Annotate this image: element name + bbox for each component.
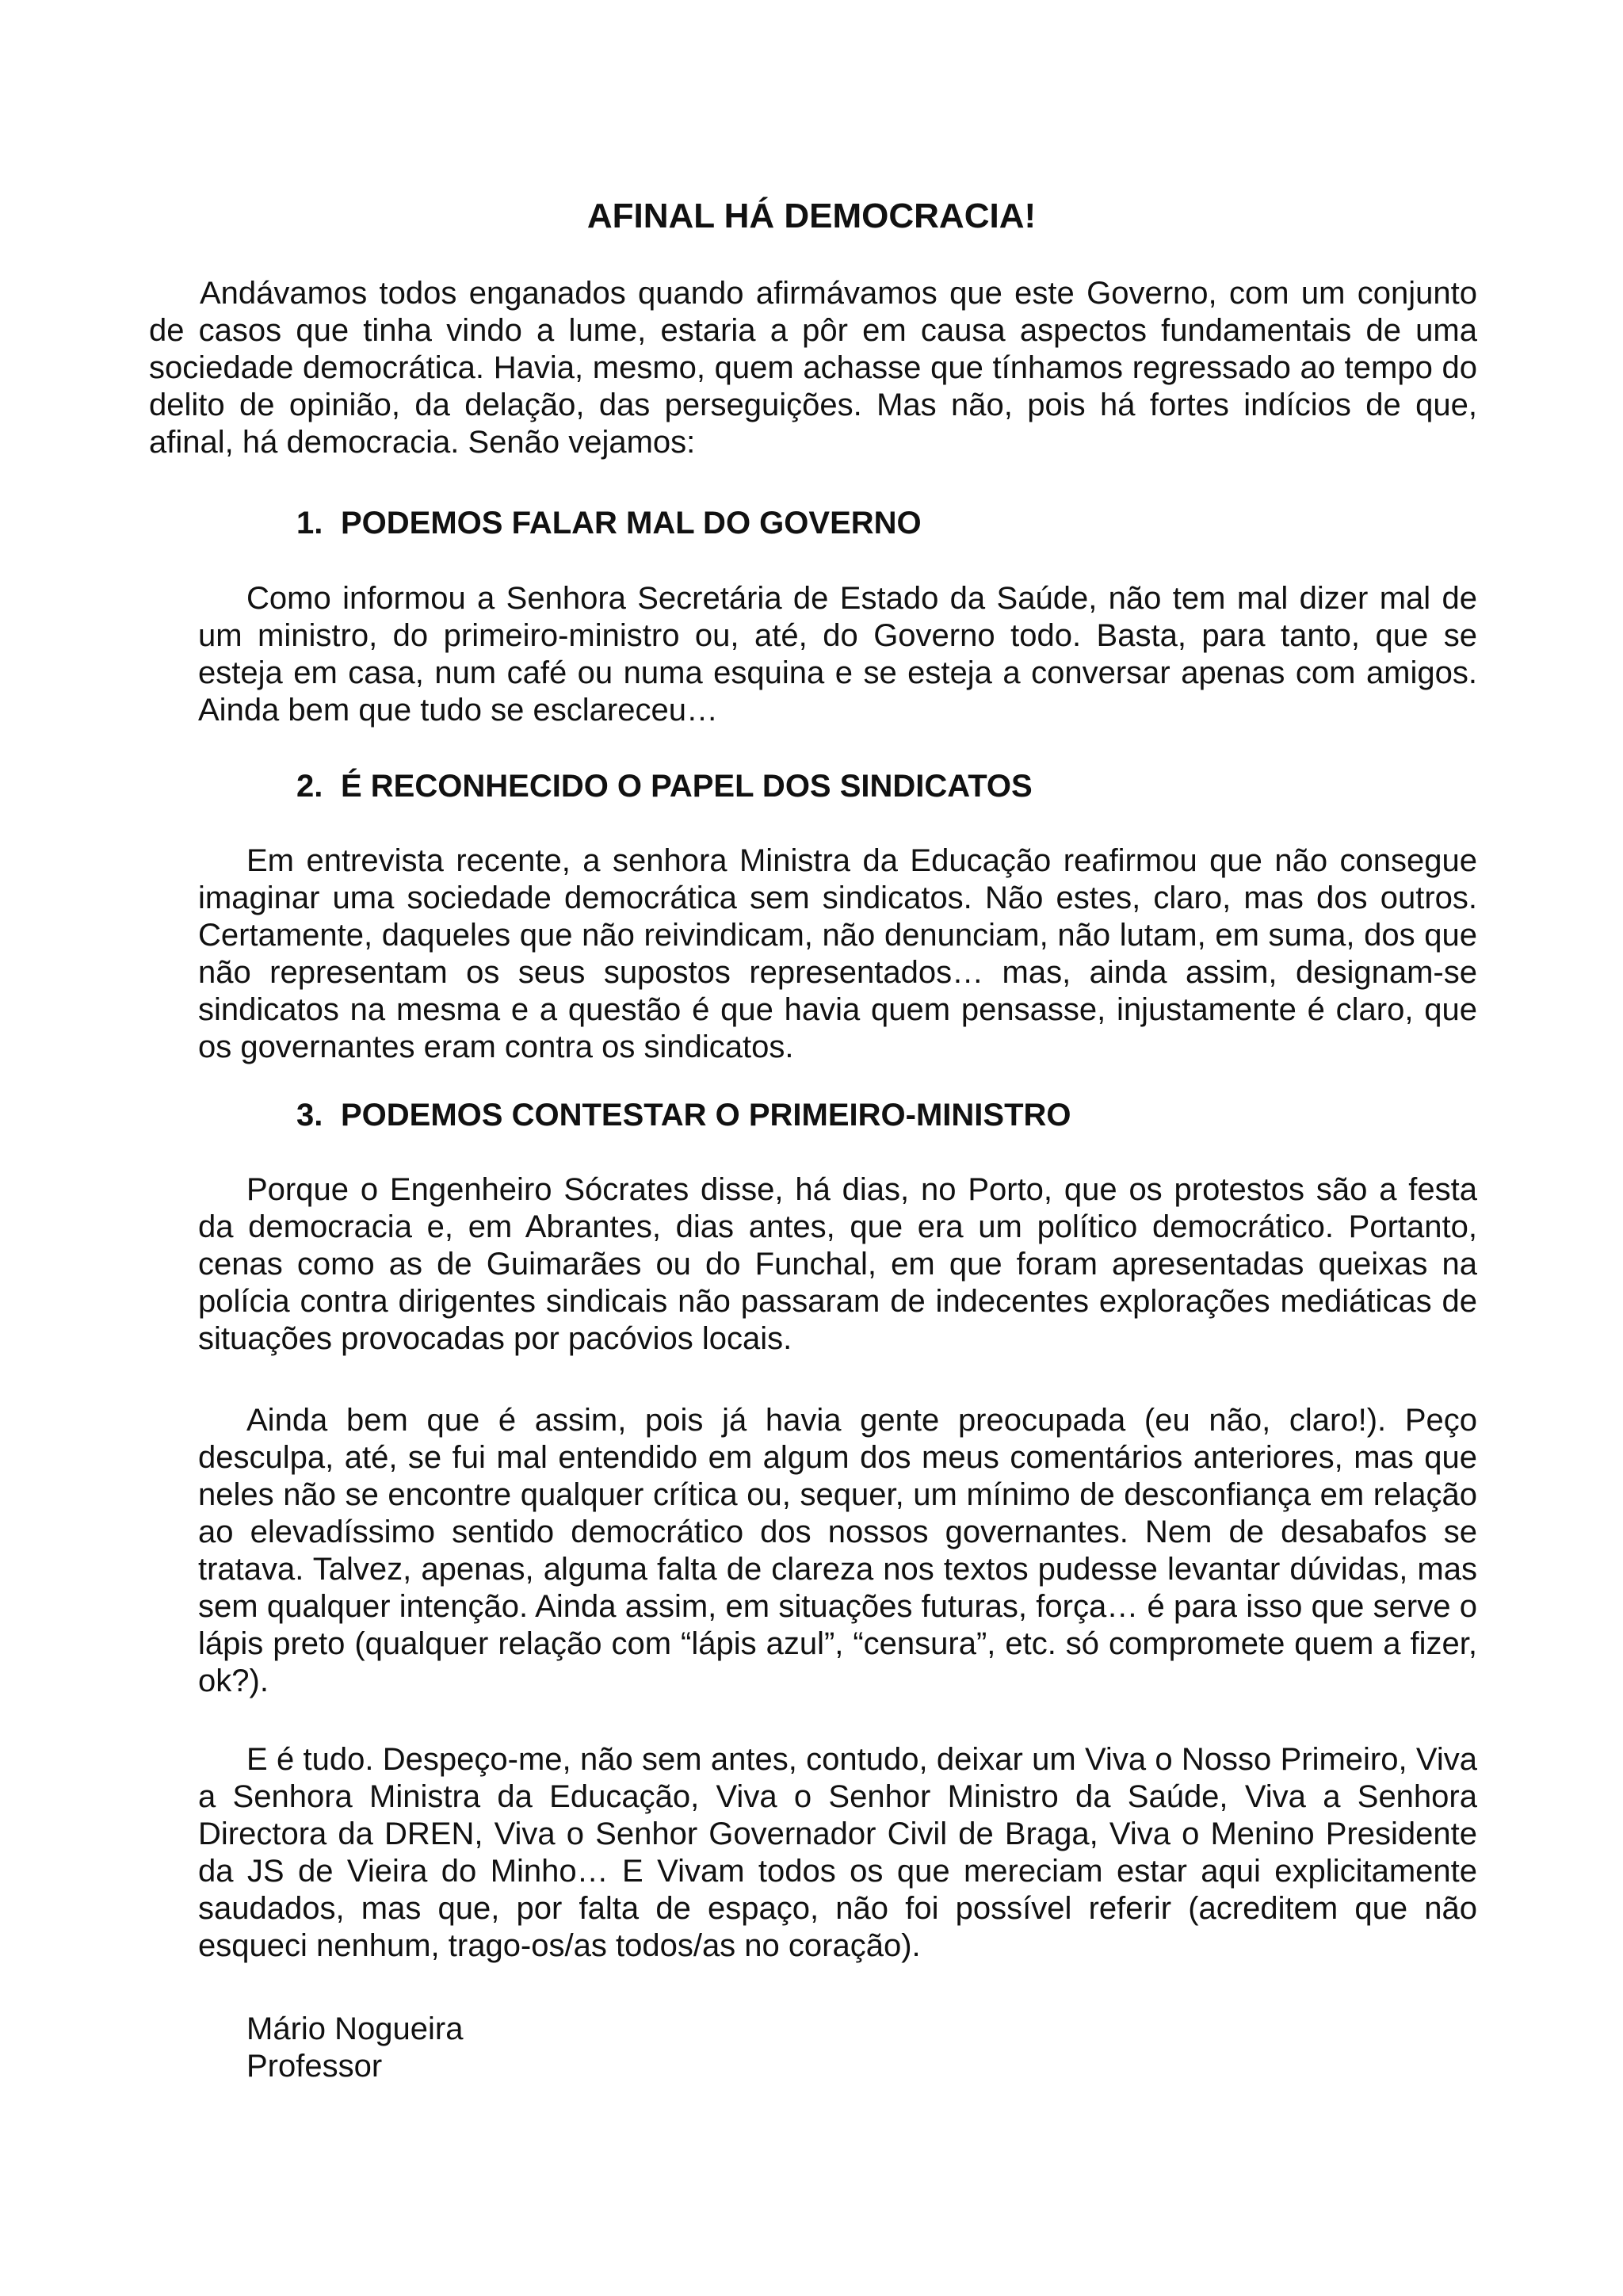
section-1-paragraph: Como informou a Senhora Secretária de Estado da Saúde, não tem mal dizer mal de um ministro, do primeiro-ministro ou, até, do Governo todo. Basta, para tanto, que se esteja em casa, num café ou numa esquina e se esteja a conversar apenas com amigos. Ainda bem que tudo se esclareceu…	[198, 581, 1477, 728]
section-heading-text: PODEMOS FALAR MAL DO GOVERNO	[341, 506, 922, 541]
intro-paragraph: Andávamos todos enganados quando afirmávamos que este Governo, com um conjunto de casos que tinha vindo a lume, estaria a pôr em causa aspectos fundamentais de uma sociedade democrática. Havia, mesmo, quem achasse que tínhamos regressado ao tempo do delito de opinião, da delação, das perseguições. Mas não, pois há fortes indícios de que, afinal, há democracia. Senão vejamos:	[149, 276, 1477, 460]
author-role: Professor	[246, 2049, 383, 2084]
section-number: 1.	[296, 506, 323, 541]
section-3-paragraph-2: Ainda bem que é assim, pois já havia gente preocupada (eu não, claro!). Peço desculpa, até, se fui mal entendido em algum dos meus comentários anteriores, mas que neles não se encontre qualquer crítica ou, sequer, um mínimo de desconfiança em relação ao elevadíssimo sentido democrático dos nossos governantes. Nem de desabafos se tratava. Talvez, apenas, alguma falta de clareza nos textos pudesse levantar dúvidas, mas sem qualquer intenção. Ainda assim, em situações futuras, força… é para isso que serve o lápis preto (qualquer relação com “lápis azul”, “censura”, etc. só compromete quem a fizer, ok?).	[198, 1403, 1477, 1698]
section-3-paragraph-3: E é tudo. Despeço-me, não sem antes, contudo, deixar um Viva o Nosso Primeiro, Viva a Senhora Ministra da Educação, Viva o Senhor Ministro da Saúde, Viva a Senhora Directora da DREN, Viva o Senhor Governador Civil de Braga, Viva o Menino Presidente da JS de Vieira do Minho… E Vivam todos os que mereciam estar aqui explicitamente saudados, mas que, por falta de espaço, não foi possível referir (acreditem que não esqueci nenhum, trago-os/as todos/as no coração).	[198, 1742, 1477, 1963]
section-2-paragraph: Em entrevista recente, a senhora Ministra da Educação reafirmou que não consegue imaginar uma sociedade democrática sem sindicatos. Não estes, claro, mas dos outros. Certamente, daqueles que não reivindicam, não denunciam, não lutam, em suma, dos que não representam os seus supostos representados… mas, ainda assim, designam-se sindicatos na mesma e a questão é que havia quem pensasse, injustamente é claro, que os governantes eram contra os sindicatos.	[198, 843, 1477, 1064]
section-number: 3.	[296, 1098, 323, 1133]
section-heading-text: PODEMOS CONTESTAR O PRIMEIRO-MINISTRO	[341, 1098, 1071, 1133]
section-heading-3	[296, 1096, 1071, 1134]
document-title: AFINAL HÁ DEMOCRACIA!	[586, 197, 1037, 235]
section-heading-1	[296, 504, 922, 542]
section-heading-2	[296, 767, 1033, 805]
signature-block	[246, 2011, 463, 2085]
section-number: 2.	[296, 769, 323, 804]
author-name: Mário Nogueira	[246, 2011, 464, 2046]
section-heading-text: É RECONHECIDO O PAPEL DOS SINDICATOS	[341, 769, 1033, 804]
section-3-paragraph-1: Porque o Engenheiro Sócrates disse, há dias, no Porto, que os protestos são a festa da democracia e, em Abrantes, dias antes, que era um político democrático. Portanto, cenas como as de Guimarães ou do Funchal, em que foram apresentadas queixas na polícia contra dirigentes sindicais não passaram de indecentes explorações mediáticas de situações provocadas por pacóvios locais.	[198, 1172, 1477, 1356]
